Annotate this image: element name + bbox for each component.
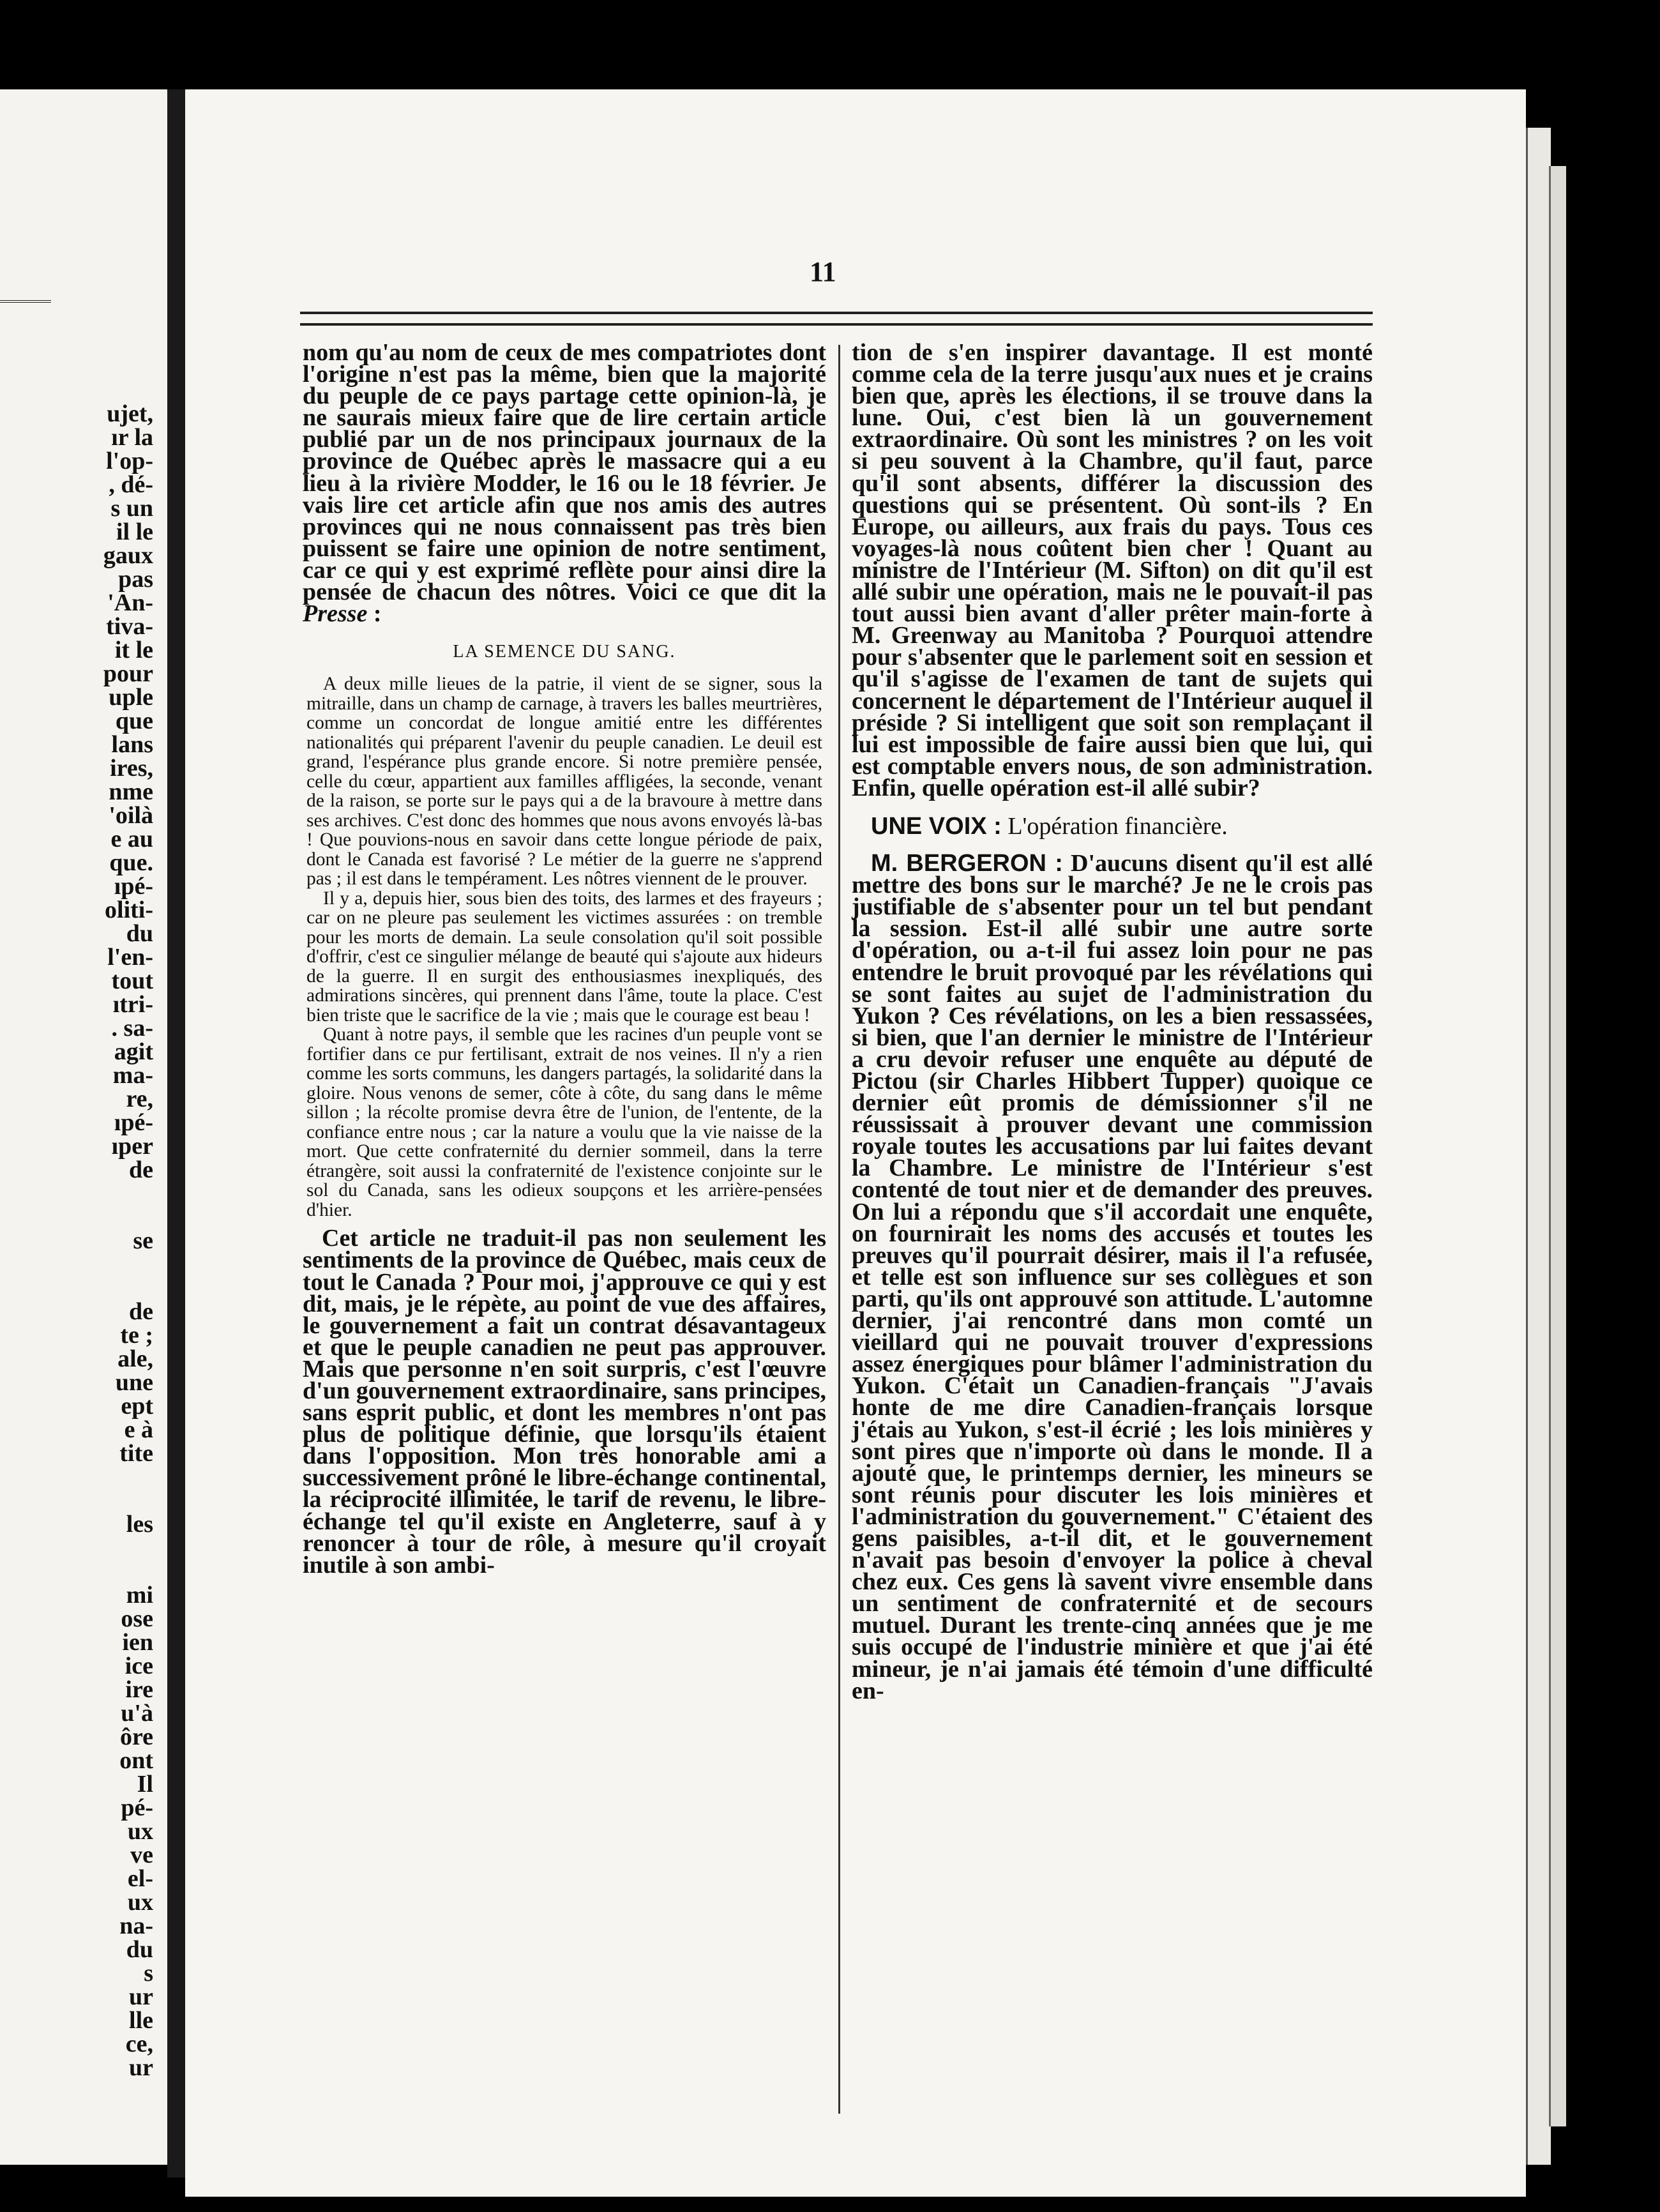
- quote-paragraph: Quant à notre pays, il semble que les racines d'un peuple vont se fortifier dans ce pur fertilisant, extrait de nos veines. Il n'y a rien comme les sorts communs, les dangers partagés, la solidarité dans la gloire. Nous venons de semer, côte à côte, du sang dans le même sillon ; la récolte promise devra être de l'union, de l'entente, de la confiance entre nous ; car la nature a voulu que la vie naisse de la mort. Que cette confraternité du dernier sommeil, dans la terre étrangère, soit aussi la confraternité de l'existence conjointe sur le sol du Canada, sans les odieux soupçons et les arrière-pensées d'hier.: [306, 1024, 822, 1220]
- left-fragment: ıtri-: [112, 991, 153, 1018]
- left-fragment: que.: [109, 849, 153, 876]
- left-fragment: du: [126, 920, 153, 947]
- book-gutter: [167, 89, 185, 2178]
- left-fragment: uple: [109, 684, 153, 711]
- continuation-paragraph: tion de s'en inspirer davantage. Il est monté comme cela de la terre jusqu'aux nues et je crains bien que, après les élections, il se trouve dans la lune. Oui, c'est bien là un gouvernement extraordinaire. Où sont les ministres ? on les voit si peu souvent à la Chambre, qu'il faut, parce qu'il sont absents, différer la discussion des questions qui se présentent. Où sont-ils ? En Europe, ou ailleurs, aux frais du pays. Tous ces voyages-là nous coûtent bien cher ! Quant au ministre de l'Intérieur (M. Sifton) on dit qu'il est allé subir une opération, mais ne le pouvait-il pas tout aussi bien avant d'aller prêter main-forte à M. Greenway au Manitoba ? Pourquoi attendre pour s'absenter que le parlement soit en session et qu'il s'agisse de l'examen de tant de sujets qui concernent le département de l'Intérieur auquel il préside ? Si intelligent que soit son remplaçant il lui est impossible de faire aussi bien que lui, qui est comptable envers nous, de son administration. Enfin, quelle opération est-il allé subir?: [852, 339, 1373, 801]
- left-fragment: ıper: [111, 1133, 153, 1160]
- right-column: [852, 339, 1373, 1704]
- intro-end: :: [367, 600, 382, 628]
- left-fragment: que: [115, 708, 153, 734]
- left-page-fragments: [103, 402, 153, 2080]
- left-fragment: ur: [129, 2054, 153, 2081]
- intro-text: nom qu'au nom de ceux de mes compatriotes dont l'origine n'est pas la même, bien que la majorité du peuple de ce pays partage cette opinion-là, je ne saurais mieux faire que de lire certain article publié par un de nos principaux journaux de la province de Québec après le massacre qui a eu lieu à la rivière Modder, le 16 ou le 18 février. Je vais lire cet article afin que nos amis des autres provinces qui ne nous connaissent pas très bien puissent se faire une opinion de notre sentiment, car ce qui y est exprimé reflète pour ainsi dire la pensée de chacun des nôtres. Voici ce que dit la: [303, 339, 826, 606]
- left-fragment: ıpé-: [114, 873, 153, 900]
- left-fragment: l'op-: [106, 448, 153, 474]
- left-fragment: Il: [137, 1771, 153, 1798]
- left-fragment: u'à: [121, 1700, 153, 1727]
- interjection-paragraph: [852, 812, 1373, 840]
- left-fragment: ve: [130, 1842, 153, 1868]
- left-fragment: ice: [124, 1653, 153, 1679]
- left-fragment: une: [115, 1369, 153, 1396]
- speaker-bergeron: M. BERGERON :: [871, 850, 1063, 877]
- left-fragment: s: [144, 1960, 153, 1987]
- intro-paragraph: [303, 339, 826, 628]
- left-fragment: tiva-: [106, 613, 153, 640]
- left-fragment: ux: [127, 1818, 153, 1845]
- header-rule: [300, 312, 1373, 326]
- left-fragment: ôre: [119, 1723, 153, 1750]
- left-fragment: 'An-: [107, 589, 153, 616]
- left-fragment: [103, 1253, 153, 1300]
- left-fragment: nme: [109, 778, 153, 805]
- left-fragment: [103, 1182, 153, 1229]
- interjection-text: L'opération financière.: [1001, 812, 1228, 840]
- column-divider: [838, 345, 840, 2114]
- left-fragment: [103, 1536, 153, 1584]
- left-fragment: 'oilà: [109, 802, 153, 829]
- left-fragment: tout: [111, 967, 153, 994]
- left-fragment: de: [129, 1156, 153, 1183]
- left-fragment: l'en-: [107, 944, 153, 971]
- left-fragment: du: [126, 1936, 153, 1963]
- left-fragment: . sa-: [111, 1015, 153, 1042]
- left-fragment: se: [133, 1227, 153, 1254]
- after-quote-paragraph: Cet article ne traduit-il pas non seulement les sentiments de la province de Québec, mais ceux de tout le Canada ? Pour moi, j'approuve ce qui y est dit, mais, je le répète, au point de vue des affaires, le gouvernement a fait un contrat désavantageux et que le peuple canadien ne peut pas approuver. Mais que personne n'en soit surpris, c'est l'œuvre d'un gouvernement extraordinaire, sans principes, sans esprit public, et dont les membres n'ont pas plus de politique définie, que lorsqu'ils étaient dans l'opposition. Mon très honorable ami a successivement prôné le libre-échange continental, la réciprocité illimitée, le tarif de revenu, le libre-échange tel qu'il existe en Angleterre, sauf à y renoncer à tour de rôle, à mesure qu'il croyait inutile à son ambi-: [303, 1225, 826, 1579]
- page-edge: [1549, 166, 1566, 2126]
- quoted-article: [306, 674, 822, 1220]
- page-edge: [1526, 128, 1551, 2165]
- left-fragment: ept: [121, 1393, 153, 1420]
- left-fragment: [103, 1466, 153, 1513]
- left-fragment: ien: [122, 1629, 153, 1656]
- quote-title: LA SEMENCE DU SANG.: [453, 642, 676, 662]
- newspaper-name: Presse: [303, 600, 368, 628]
- left-fragment: mi: [126, 1582, 153, 1609]
- quote-paragraph: Il y a, depuis hier, sous bien des toits, des larmes et des frayeurs ; car on ne pleure pas seulement les victimes assurées : on tremble pour les morts de demain. La seule consolation qu'il soit possible d'offrir, c'est ce singulier mélange de beauté qui s'ajoute aux hideurs de la guerre. Il en surgit des enthousiasmes inexpliqués, des admirations sincères, qui prennent dans l'âme, toute la place. C'est bien triste que le sacrifice de la vie ; mais que le courage est beau !: [306, 888, 822, 1026]
- bergeron-text: D'aucuns disent qu'il est allé mettre des bons sur le marché? Je ne le crois pas justifiable de s'absenter pour un tel but pendant la session. Est-il allé subir une autre sorte d'opération, ou a-t-il fui assez loin pour ne pas entendre le bruit provoqué par les révélations qui se sont faites au sujet de l'administration du Yukon ? Ces révélations, on les a bien ressassées, si bien, que l'an dernier le ministre de l'Intérieur a cru devoir refuser une enquête au député de Pictou (sir Charles Hibbert Tupper) quoique ce dernier eût promis de démissionner s'il ne réussissait à prouver devant une commission royale toutes les accusations par lui faites devant la Chambre. Le ministre de l'Intérieur s'est contenté de tout nier et de demander des preuves. On lui a répondu que s'il accordait une enquête, on fournirait les noms des accusés et toutes les preuves qu'il pourrait désirer, mais il l'a refusée, et telle est son influence sur ses collègues et son parti, qu'ils ont approuvé son attitude. L'automne dernier, j'ai rencontré dans mon comté un vieillard qui ne pouvait trouver d'expressions assez énergiques pour blâmer l'administration du Yukon. C'était un Canadien-français "J'avais honte de me dire Canadien-français lorsque j'étais au Yukon, s'est-il écrié ; les lois minières y sont pires que n'importe où dans le monde. Il a ajouté que, le printemps dernier, les mineurs se sont réunis pour discuter les lois minières et l'administration du gouvernement." C'étaient des gens paisibles, a-t-il dit, et le gouvernement n'avait pas besoin d'envoyer la police à cheval chez eux. Ces gens là savent vivre ensemble dans un sentiment de confraternité et de secours mutuel. Durant les trente-cinq années que je me suis occupé de l'industrie minière et que j'ai été mineur, je n'ai jamais été témoin d'une difficulté en-: [852, 850, 1373, 1704]
- left-fragment: tite: [119, 1440, 153, 1467]
- left-fragment: s un: [110, 495, 153, 522]
- left-fragment: de: [129, 1298, 153, 1325]
- left-fragment: oliti-: [105, 897, 153, 923]
- left-fragment: agit: [114, 1038, 153, 1065]
- quote-paragraph: A deux mille lieues de la patrie, il vient de se signer, sous la mitraille, dans un champ de carnage, à travers les balles meurtrières, comme un concordat de longue amitié entre les différentes nationalités qui préparent l'avenir du peuple canadien. Le deuil est grand, l'espérance plus grande encore. Si notre première pensée, celle du cœur, appartient aux familles affligées, la seconde, venant de la raison, se porte sur le pays qui a de la bravoure à mettre dans ses archives. C'est donc des hommes que nous avons envoyés là-bas ! Que pouvions-nous en savoir dans cette longue période de paix, dont le Canada est favorisé ? Le métier de la guerre ne s'apprend pas ; il est dans le tempérament. Les nôtres viennent de le prouver.: [306, 674, 822, 890]
- left-fragment: il le: [116, 519, 153, 545]
- speaker-une-voix: UNE VOIX :: [871, 812, 1002, 840]
- left-fragment: pas: [118, 566, 153, 593]
- left-column: [303, 339, 826, 1579]
- left-fragment: lans: [111, 731, 153, 758]
- left-fragment: e au: [110, 826, 153, 852]
- left-fragment: ujet,: [107, 400, 153, 427]
- left-fragment: ale,: [117, 1345, 153, 1372]
- left-fragment: ır la: [111, 424, 153, 451]
- left-fragment: re,: [126, 1086, 153, 1112]
- left-fragment: it le: [114, 637, 153, 663]
- left-fragment: gaux: [103, 542, 153, 569]
- bergeron-paragraph: [852, 852, 1373, 1702]
- left-fragment: ıpé-: [114, 1109, 153, 1136]
- left-neighbor-page: [0, 89, 167, 2165]
- left-fragment: ose: [121, 1605, 153, 1632]
- left-fragment: ma-: [112, 1062, 153, 1089]
- left-fragment: el-: [127, 1865, 153, 1892]
- left-fragment: les: [126, 1511, 153, 1538]
- left-fragment: ur: [129, 1983, 153, 2010]
- left-fragment: ires,: [110, 755, 153, 782]
- left-fragment: e à: [124, 1416, 153, 1443]
- left-fragment: ce,: [125, 2031, 153, 2057]
- left-fragment: na-: [119, 1913, 153, 1939]
- left-fragment: pour: [103, 660, 153, 687]
- left-page-rule: [0, 300, 51, 309]
- left-fragment: ux: [127, 1889, 153, 1916]
- left-fragment: lle: [129, 2007, 153, 2034]
- page-number: 11: [810, 256, 836, 287]
- left-fragment: pé-: [121, 1794, 153, 1821]
- left-fragment: , dé-: [109, 471, 153, 498]
- left-fragment: te ;: [120, 1322, 153, 1349]
- left-fragment: ire: [125, 1676, 153, 1703]
- left-fragment: ont: [119, 1747, 153, 1774]
